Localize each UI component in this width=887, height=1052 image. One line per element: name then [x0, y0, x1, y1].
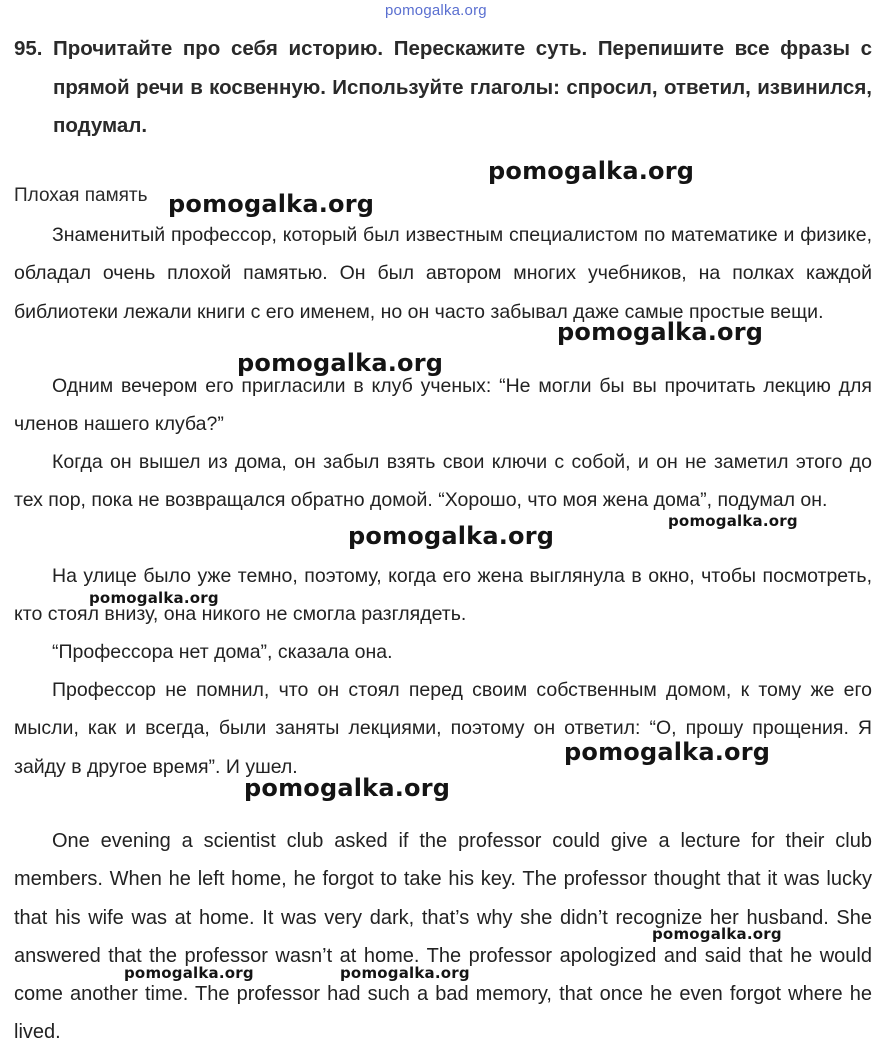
- watermark: pomogalka.org: [652, 925, 782, 943]
- watermark: pomogalka.org: [124, 964, 254, 982]
- watermark: pomogalka.org: [488, 157, 695, 185]
- task-block: [14, 30, 872, 146]
- story-paragraph: Знаменитый профессор, который был известным специалистом по математике и физике, обладал очень плохой памятью. Он был автором многих учебников, на полках каждой библиотеки лежали книги с его именем, но он часто забывал даже самые простые вещи.: [14, 224, 872, 323]
- watermark: pomogalka.org: [557, 318, 764, 346]
- story-paragraph: Когда он вышел из дома, он забыл взять свои ключи с собой, и он не заметил этого до тех пор, пока не возвращался обратно домой. “Хорошо, что моя жена дома”, подумал он.: [14, 451, 872, 512]
- story-paragraph: Профессор не помнил, что он стоял перед своим собственным домом, к тому же его мысли, как и всегда, были заняты лекциями, поэтому он ответил: “О, прошу прощения. Я зайду в другое время”. И ушел.: [14, 679, 872, 778]
- watermark: pomogalka.org: [348, 522, 555, 550]
- task-number: 95.: [14, 37, 43, 60]
- watermark: pomogalka.org: [237, 349, 444, 377]
- story-paragraph: Одним вечером его пригласили в клуб ученых: “Не могли бы вы прочитать лекцию для членов нашего клуба?”: [14, 375, 872, 436]
- watermark: pomogalka.org: [89, 589, 219, 607]
- task-text: Прочитайте про себя историю. Перескажите суть. Перепишите все фразы с прямой речи в косвенную. Используйте глаголы: спросил, ответил, извинился, подумал.: [53, 37, 872, 137]
- story-title: Плохая память: [14, 185, 148, 206]
- watermark: pomogalka.org: [564, 738, 771, 766]
- story-paragraph: “Профессора нет дома”, сказала она.: [52, 641, 393, 663]
- answer-paragraph: One evening a scientist club asked if the professor could give a lecture for their club members. When he left home, he forgot to take his key. The professor thought that it was lucky that his wife was at home. It was very dark, that’s why she didn’t recognize her husband. She answered that the professor wasn’t at home. The professor apologized and said that he would come another time. The professor had such a bad memory, that once he even forgot where he lived.: [14, 830, 872, 1044]
- story-paragraph: На улице было уже темно, поэтому, когда его жена выглянула в окно, чтобы посмотреть, кто стоял внизу, она никого не смогла разглядеть.: [14, 565, 872, 626]
- watermark-top: pomogalka.org: [385, 2, 487, 19]
- watermark: pomogalka.org: [244, 774, 451, 802]
- watermark: pomogalka.org: [340, 964, 470, 982]
- watermark: pomogalka.org: [168, 190, 375, 218]
- watermark: pomogalka.org: [668, 512, 798, 530]
